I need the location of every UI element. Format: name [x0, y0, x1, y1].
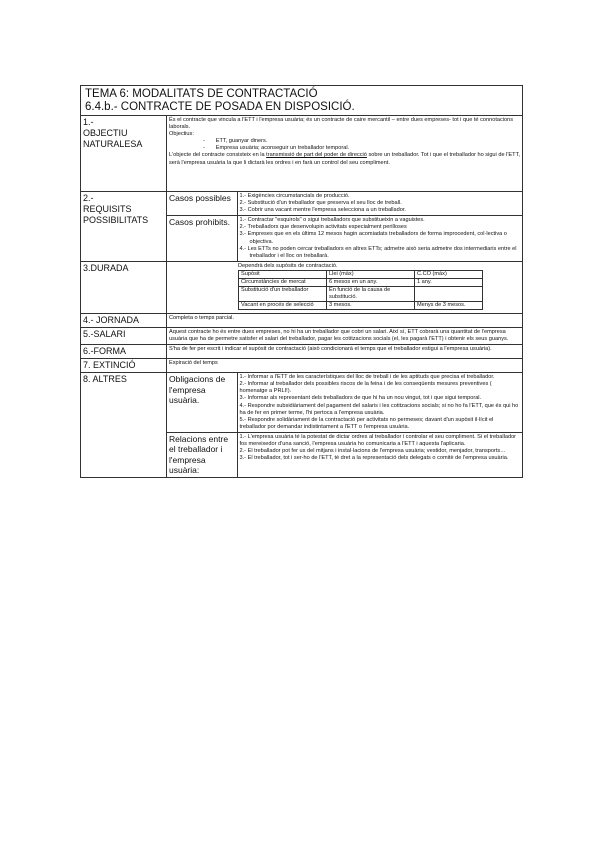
bullet-item: - ETT, guanyar diners.: [203, 138, 268, 145]
list-item: 2.- Informar al treballador dels possibles riscos de la feina i de les conseqüents mesures preventives ( homenatge a PRLI!).: [239, 381, 492, 395]
title-cell: [81, 86, 523, 116]
list-item: 3.- Informar als representant dels treballadors de que hi ha un nou vingut, tot i que sigui temporal.: [239, 395, 482, 402]
column-header: Llei (màx): [327, 270, 415, 278]
section-label-line: OBJECTIU: [83, 128, 128, 138]
list-item: 3.- El treballador, tot i ser-ho de l'ETT, té dret a la representació dels delegats o comitè de l'empresa usuària.: [239, 455, 509, 462]
obligations-list: [237, 373, 522, 432]
contract-title: 6.4.b.- CONTRACTE DE POSADA EN DISPOSICIÓ.: [85, 101, 355, 113]
list-item: 4.- Les ETTs no poden cercar treballadors en altres ETTs; admetre això seria admetre dos intermediaris entre el treballador i el lloc on treballarà.: [239, 245, 517, 259]
cases-table: [167, 192, 522, 261]
table-cell: Substitució d'un treballador: [239, 286, 327, 301]
list-item: 3.- Empreses que en els últims 12 mesos hagin acomiadats treballadors de forma improcedent, col·lectiva o objectiva.: [239, 231, 507, 245]
section-content: Aquest contracte ho és entre dues empreses, no hi ha un treballador que cobri un salari. Així sí, ETT cobrarà una quantitat de l'empresa usuària que ha de permetre satisfer el salari del treballador, pagar les cotitzacions socials (el, les pagarà l'ETT) i obtenir els seus guanys.: [167, 327, 523, 344]
table-cell: [415, 286, 483, 301]
obligations-label: Obligacions de l'empresa usuària.: [167, 373, 237, 432]
list-item: 1.- Informar a l'ETT de les característiques del lloc de treball i de les aptituds que precisa el treballador.: [239, 374, 495, 381]
table-cell: 6 mesos en un any.: [327, 278, 415, 286]
section-label-line: REQUISITS: [83, 204, 132, 214]
list-item: 3.- Cobrir una vacant mentre l'empresa selecciona a un treballador.: [239, 207, 406, 214]
section-objectiu: [81, 116, 523, 192]
altres-table: [167, 373, 522, 477]
section-content: Completa o temps parcial.: [167, 313, 523, 327]
section-number: 2.-: [83, 193, 94, 203]
relations-label: Relacions entre el treballador i l'empresa usuària:: [167, 432, 237, 477]
section-label: [81, 116, 167, 192]
list-item: 2.- El treballador pot fer us del mitjans i instal·lacions de l'empresa usuària; vestidor, menjador, transports…: [239, 448, 506, 455]
section-label: 3.DURADA: [81, 261, 167, 313]
topic-title: TEMA 6: MODALITATS DE CONTRACTACIÓ: [85, 88, 318, 100]
section-forma: [81, 345, 523, 359]
paragraph: Objectius:: [169, 131, 194, 138]
section-label: 7. EXTINCIÓ: [81, 359, 167, 373]
section-salari: [81, 327, 523, 344]
list-item: 2.- Treballadors que desenvolupin activitats especialment perilloses: [239, 224, 407, 231]
document-page: [80, 85, 522, 478]
section-durada: [81, 261, 523, 313]
paragraph: Dependrà dels supòsits de contractació.: [238, 262, 338, 269]
section-label-line: NATURALESA: [83, 139, 143, 149]
section-requisits: [81, 192, 523, 262]
table-cell: En funció de la causa de substitució.: [327, 286, 415, 301]
table-cell: 3 mesos.: [327, 301, 415, 309]
table-cell: Vacant en procés de selecció: [239, 301, 327, 309]
title-row: [81, 86, 523, 116]
relations-list: [237, 432, 522, 477]
section-label: 5.-SALARI: [81, 327, 167, 344]
list-item: 1.- Exigències circumstancials de producció.: [239, 193, 350, 199]
contract-table: [80, 85, 523, 478]
section-content: [167, 373, 523, 478]
section-content: Expiració del temps: [167, 359, 523, 373]
section-altres: [81, 373, 523, 478]
section-content: S'ha de fer per escrit i indicar el supòsit de contractació (això condicionarà el temps que el treballador estigui a l'empresa usuària).: [167, 345, 523, 359]
table-row: [239, 278, 483, 286]
list-item: 1.- L'empresa usuària té la potestat de dictar ordres al treballador i controlar el seu compliment. Si el treballador fos mereixedor d'una sanció, l'empresa usuària ho comunicaria a l'ETT i aquesta l'aplicaria.: [239, 433, 517, 447]
table-header: [239, 270, 483, 278]
section-jornada: [81, 313, 523, 327]
prohibited-cases-list: [237, 216, 522, 261]
column-header: Supòsit: [239, 270, 327, 278]
prohibited-cases-label: Casos prohibits.: [167, 216, 237, 261]
paragraph: És el contracte que vincula a l'ETT i l'empresa usuària; és un contracte de caire mercantil – entre dues empreses- tot i que té connotacions laborals.: [169, 117, 514, 131]
duration-table: [238, 270, 483, 310]
section-label: [81, 192, 167, 262]
table-cell: Circumstàncies de mercat: [239, 278, 327, 286]
list-item: 4.- Respondre subsidiàriament del pagament del salaris i les cotitzacions socials; si no ho fa l'ETT, que és qui ho ha de fer en primer terme, l'hi pertoca a l'empresa usuària.: [239, 402, 519, 416]
table-row: [239, 286, 483, 301]
table-cell: Menys de 3 mesos.: [415, 301, 483, 309]
column-header: C.CO (màx): [415, 270, 483, 278]
list-item: 2.- Substitució d'un treballador que preserva el seu lloc de treball.: [239, 200, 402, 207]
bullet-item: - Empresa usuària; aconseguir un treballador temporal.: [203, 145, 350, 152]
section-content: [167, 261, 523, 313]
list-item: 5.- Respondre solidàriament de la contractació per activitats no permeses; davant d'un supòsit il·lícit el treballador por demandar indistintament a l'ETT o l'empresa usuària.: [239, 416, 494, 430]
section-content: [167, 192, 523, 262]
paragraph: L'objecte del contracte consisteix en la transmissió de part del poder de direcció sobre un treballador. Tot i que el treballador ho sigui de l'ETT, serà l'empresa usuària la que li dictarà les ordres i en farà un control del seu compliment.: [169, 152, 520, 166]
possible-cases-label: Casos possibles: [167, 192, 237, 216]
section-extincio: [81, 359, 523, 373]
table-row: [239, 301, 483, 309]
section-label-line: POSSIBILITATS: [83, 215, 149, 225]
list-item: 1.- Contractar "esquirols" o sigui treballadors que substitueixin a vaguistes.: [239, 217, 425, 224]
section-label: 6.-FORMA: [81, 345, 167, 359]
section-content: [167, 116, 523, 192]
table-cell: 1 any.: [415, 278, 483, 286]
section-label: 8. ALTRES: [81, 373, 167, 478]
section-number: 1.-: [83, 117, 94, 127]
section-label: 4.- JORNADA: [81, 313, 167, 327]
possible-cases-list: [237, 192, 522, 216]
